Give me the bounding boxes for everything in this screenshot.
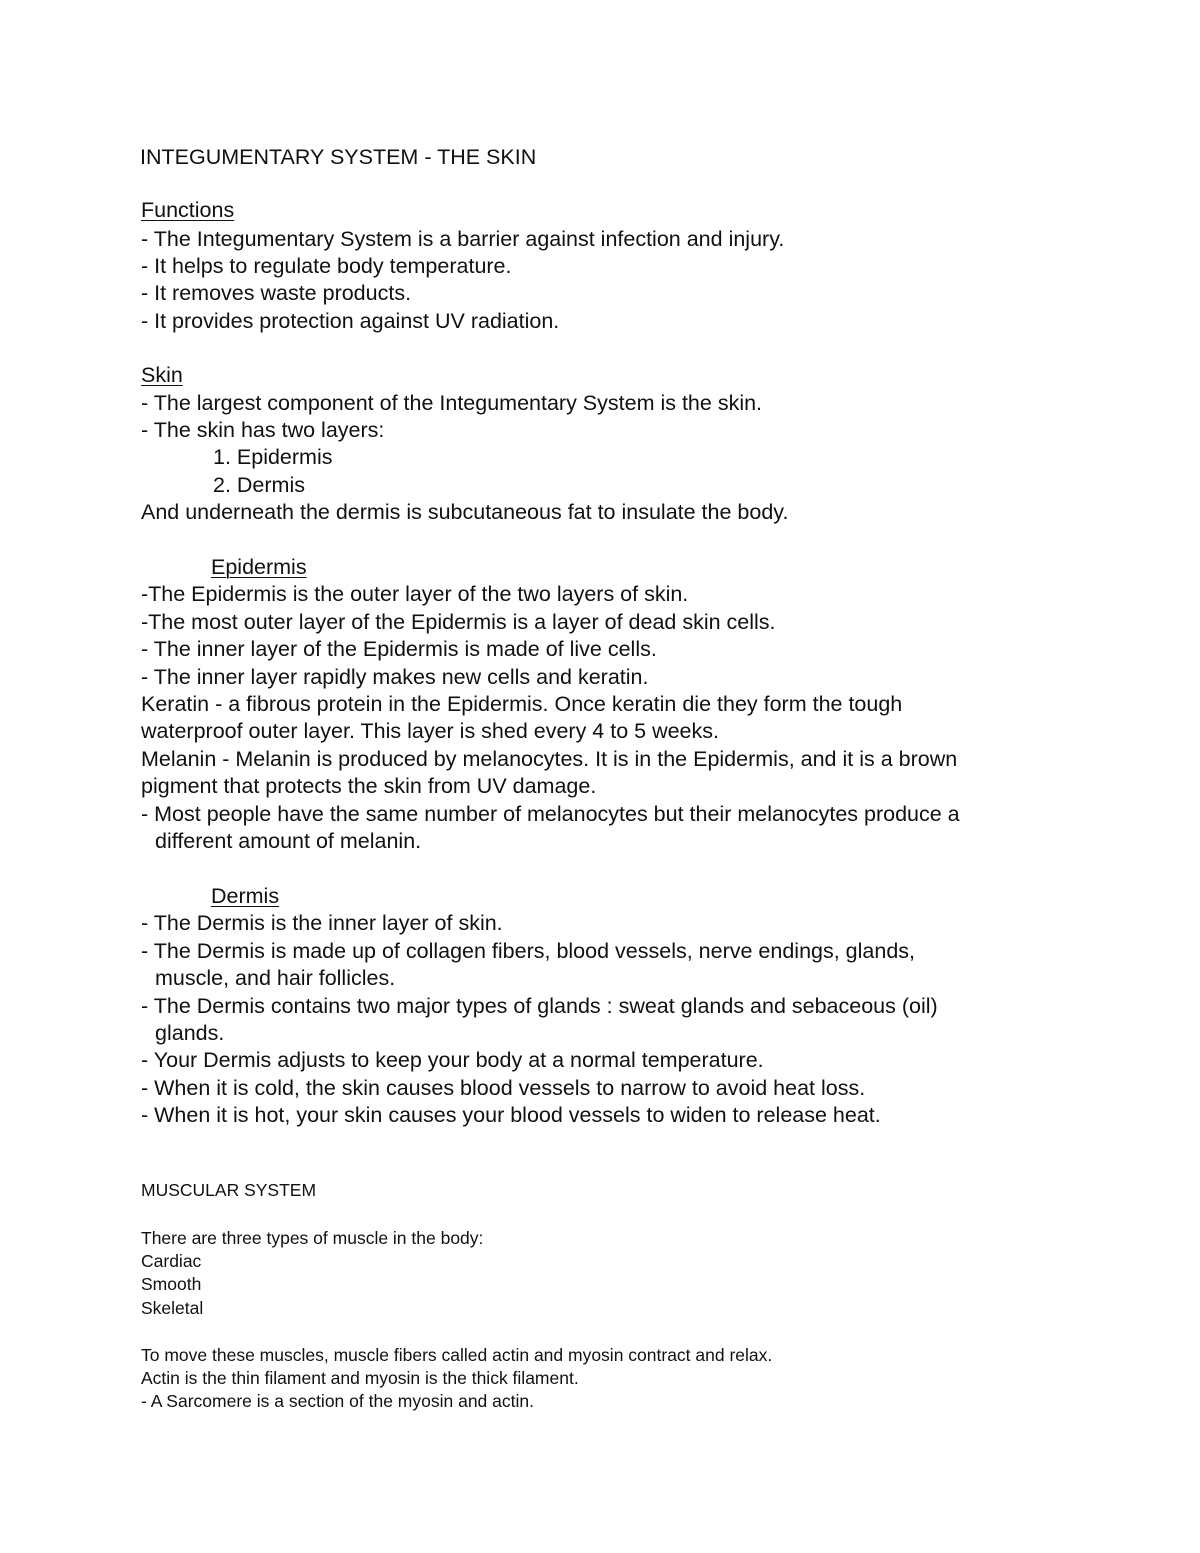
muscle-type-item: Smooth	[141, 1274, 202, 1294]
dermis-line: - The Dermis is made up of collagen fibers, blood vessels, nerve endings, glands,	[141, 939, 916, 963]
epidermis-line: - The inner layer rapidly makes new cells and keratin.	[141, 665, 649, 689]
heading-functions: Functions	[141, 198, 235, 222]
epidermis-line: - The inner layer of the Epidermis is made of live cells.	[141, 637, 657, 661]
section-title-muscular: MUSCULAR SYSTEM	[141, 1180, 317, 1200]
functions-item: - It provides protection against UV radiation.	[141, 309, 560, 333]
skin-layer-item: 1. Epidermis	[213, 445, 333, 469]
muscular-line: Actin is the thin filament and myosin is the thick filament.	[141, 1368, 579, 1388]
dermis-line: - The Dermis is the inner layer of skin.	[141, 911, 503, 935]
dermis-line: - When it is cold, the skin causes blood vessels to narrow to avoid heat loss.	[141, 1076, 866, 1100]
skin-note: And underneath the dermis is subcutaneous fat to insulate the body.	[141, 500, 789, 524]
heading-dermis: Dermis	[211, 884, 280, 908]
dermis-line: - When it is hot, your skin causes your blood vessels to widen to release heat.	[141, 1103, 881, 1127]
epidermis-line: - Most people have the same number of melanocytes but their melanocytes produce a	[141, 802, 960, 826]
epidermis-line: -The Epidermis is the outer layer of the two layers of skin.	[141, 582, 689, 606]
functions-item: - It helps to regulate body temperature.	[141, 254, 512, 278]
dermis-line: - The Dermis contains two major types of glands : sweat glands and sebaceous (oil)	[141, 994, 938, 1018]
epidermis-line: -The most outer layer of the Epidermis is a layer of dead skin cells.	[141, 610, 776, 634]
muscular-line: To move these muscles, muscle fibers called actin and myosin contract and relax.	[141, 1345, 773, 1365]
skin-item: - The largest component of the Integumentary System is the skin.	[141, 391, 763, 415]
epidermis-line: Keratin - a fibrous protein in the Epidermis. Once keratin die they form the tough	[141, 692, 903, 716]
dermis-line: muscle, and hair follicles.	[155, 966, 396, 990]
epidermis-line: different amount of melanin.	[155, 829, 422, 853]
heading-epidermis: Epidermis	[211, 555, 307, 579]
heading-skin: Skin	[141, 363, 183, 387]
epidermis-line: Melanin - Melanin is produced by melanocytes. It is in the Epidermis, and it is a brown	[141, 747, 958, 771]
muscle-type-item: Skeletal	[141, 1298, 204, 1318]
muscle-type-item: Cardiac	[141, 1251, 202, 1271]
muscular-line: - A Sarcomere is a section of the myosin and actin.	[141, 1391, 534, 1411]
section-title-integumentary: INTEGUMENTARY SYSTEM - THE SKIN	[140, 145, 537, 169]
functions-item: - It removes waste products.	[141, 281, 412, 305]
skin-item: - The skin has two layers:	[141, 418, 385, 442]
functions-item: - The Integumentary System is a barrier against infection and injury.	[141, 227, 785, 251]
skin-layer-item: 2. Dermis	[213, 473, 305, 497]
dermis-line: glands.	[155, 1021, 225, 1045]
epidermis-line: pigment that protects the skin from UV damage.	[141, 774, 597, 798]
muscular-intro: There are three types of muscle in the body:	[141, 1228, 484, 1248]
epidermis-line: waterproof outer layer. This layer is shed every 4 to 5 weeks.	[141, 719, 719, 743]
dermis-line: - Your Dermis adjusts to keep your body at a normal temperature.	[141, 1048, 764, 1072]
